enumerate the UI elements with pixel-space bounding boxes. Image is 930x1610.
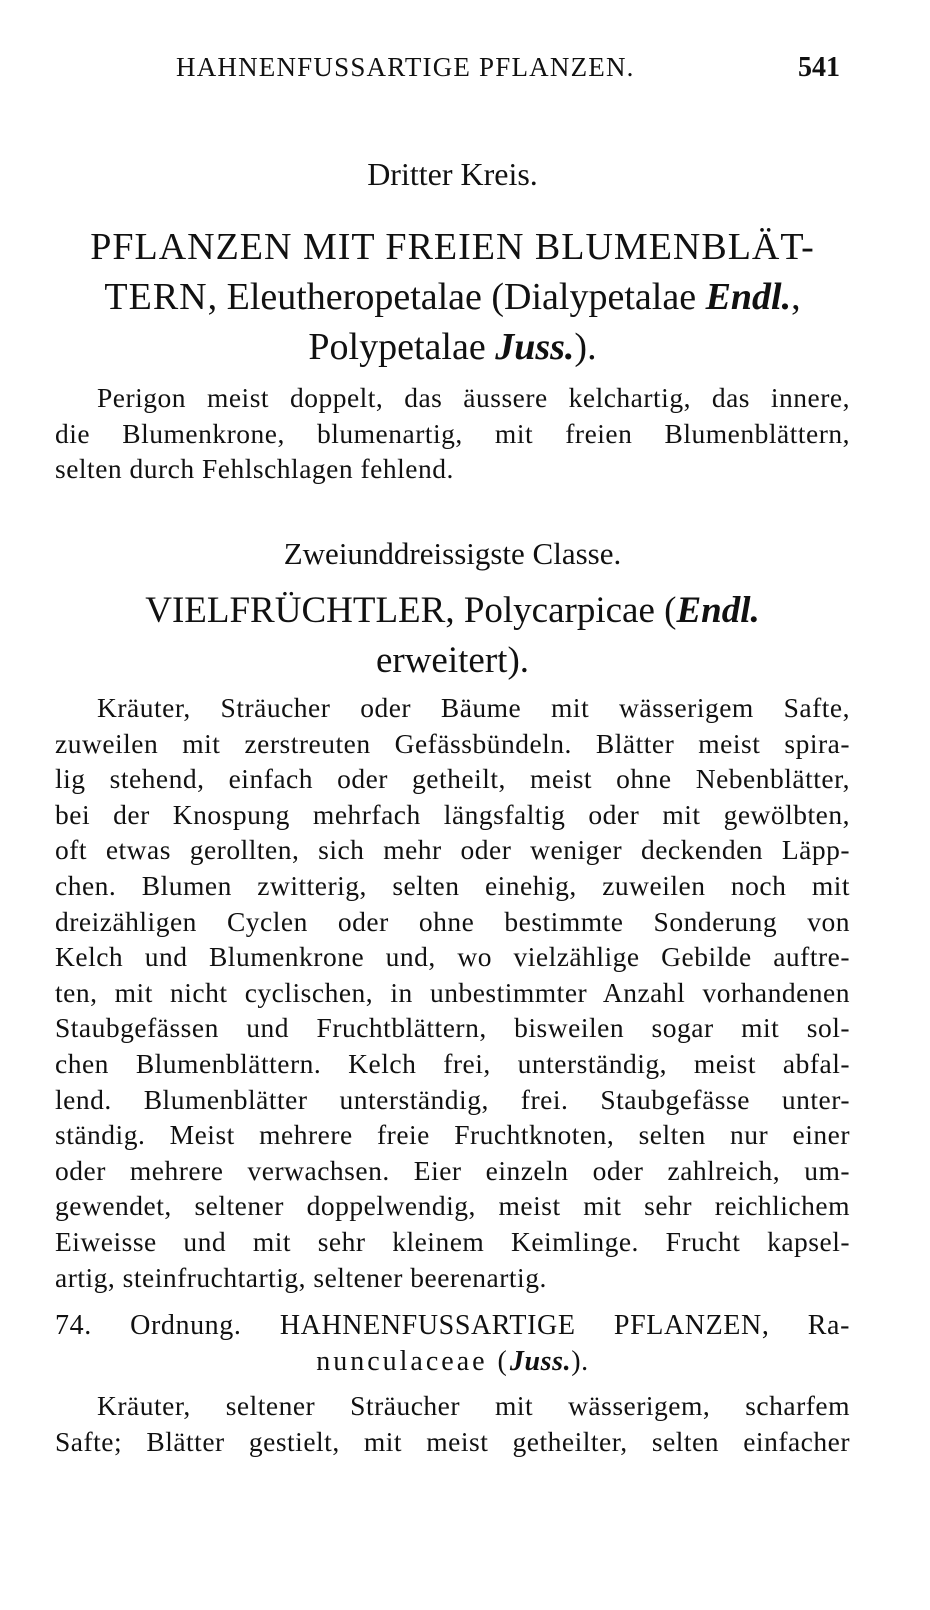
classe-line: gewendet, seltener doppelwendig, meist mit sehr reichlichem bbox=[55, 1190, 850, 1222]
classe-title: Zweiunddreissigste Classe. bbox=[283, 536, 622, 571]
kreis-heading-author-1: Endl. bbox=[705, 276, 792, 318]
ordnung-heading bbox=[55, 1308, 850, 1380]
kreis-heading-rest-2: , Eleutheropetalae (Dialypetalae bbox=[207, 276, 706, 318]
classe-name-rest: , Polycarpicae ( bbox=[445, 590, 677, 631]
kreis-heading-caps-2: TERN bbox=[104, 276, 208, 318]
classe-line: ten, mit nicht cyclischen, in unbestimmter Anzahl vorhandenen bbox=[55, 976, 850, 1008]
classe-line: chen. Blumen zwitterig, selten einehig, zuweilen noch mit bbox=[55, 869, 850, 901]
classe-line: ständig. Meist mehrere freie Fruchtknoten, selten nur einer bbox=[55, 1119, 850, 1151]
ordnung-name-caps: HAHNENFUSSARTIGE PFLANZEN bbox=[279, 1310, 762, 1341]
kreis-description bbox=[55, 380, 850, 487]
kreis-heading-comma: , bbox=[791, 276, 801, 318]
classe-line: artig, steinfruchtartig, seltener beerenartig. bbox=[55, 1261, 547, 1293]
kreis-line: Perigon meist doppelt, das äussere kelchartig, das innere, bbox=[97, 382, 850, 413]
kreis-heading-close: ). bbox=[574, 326, 597, 368]
classe-line: bei der Knospung mehrfach längsfaltig oder mit gewölbten, bbox=[55, 798, 850, 830]
kreis-heading bbox=[55, 222, 850, 372]
ordnung-name-rest-2: nunculaceae ( bbox=[316, 1346, 510, 1377]
ordnung-name-close: ). bbox=[571, 1346, 589, 1377]
ordnung-name-author: Juss. bbox=[509, 1346, 572, 1377]
kreis-line: die Blumenkrone, blumenartig, mit freien Blumenblättern, bbox=[55, 417, 850, 449]
running-head bbox=[0, 52, 930, 96]
classe-name-caps: VIELFRÜCHTLER bbox=[145, 590, 446, 631]
kreis-heading-author-2: Juss. bbox=[495, 326, 575, 368]
classe-name bbox=[55, 586, 850, 686]
kreis-heading-caps-1: PFLANZEN MIT FREIEN BLUMENBLÄT- bbox=[90, 226, 815, 268]
ordnung-line: Kräuter, seltener Sträucher mit wässerigem, scharfem bbox=[97, 1390, 850, 1421]
kreis-line: selten durch Fehlschlagen fehlend. bbox=[55, 453, 454, 485]
classe-line: oder mehrere verwachsen. Eier einzeln oder zahlreich, um- bbox=[55, 1154, 850, 1186]
classe-line: Staubgefässen und Fruchtblättern, bisweilen sogar mit sol- bbox=[55, 1012, 850, 1044]
classe-line: lend. Blumenblätter unterständig, frei. Staubgefässe unter- bbox=[55, 1083, 850, 1115]
ordnung-line: Safte; Blätter gestielt, mit meist getheilter, selten einfacher bbox=[55, 1425, 850, 1457]
ordnung-number: 74. Ordnung. bbox=[55, 1310, 242, 1341]
ordnung-heading-line-2 bbox=[55, 1344, 850, 1380]
ordnung-name-rest-1: , Ra- bbox=[761, 1310, 850, 1341]
classe-line: oft etwas gerollten, sich mehr oder weniger deckenden Läpp- bbox=[55, 834, 850, 866]
ordnung-heading-line-1 bbox=[55, 1308, 850, 1344]
kreis-title: Dritter Kreis. bbox=[367, 156, 538, 192]
ordnung-description bbox=[55, 1388, 850, 1459]
classe-line: zuweilen mit zerstreuten Gefässbündeln. Blätter meist spira- bbox=[55, 727, 850, 759]
running-title: HAHNENFUSSARTIGE PFLANZEN. bbox=[176, 52, 635, 82]
classe-description bbox=[55, 690, 850, 1295]
classe-line: lig stehend, einfach oder getheilt, meist ohne Nebenblätter, bbox=[55, 763, 850, 795]
classe-line: chen Blumenblättern. Kelch frei, unterständig, meist abfal- bbox=[55, 1047, 850, 1079]
classe-line: Eiweisse und mit sehr kleinem Keimlinge. Frucht kapsel- bbox=[55, 1225, 850, 1257]
classe-line: Kelch und Blumenkrone und, wo vielzählige Gebilde auftre- bbox=[55, 941, 850, 973]
kreis-heading-rest-3: Polypetalae bbox=[308, 326, 496, 368]
classe-line: Kräuter, Sträucher oder Bäume mit wässerigem Safte, bbox=[97, 692, 850, 723]
classe-name-author: Endl. bbox=[676, 590, 760, 631]
classe-line: dreizähligen Cyclen oder ohne bestimmte Sonderung von bbox=[55, 905, 850, 937]
page-number: 541 bbox=[798, 52, 840, 83]
classe-name-line2: erweitert). bbox=[375, 640, 530, 681]
